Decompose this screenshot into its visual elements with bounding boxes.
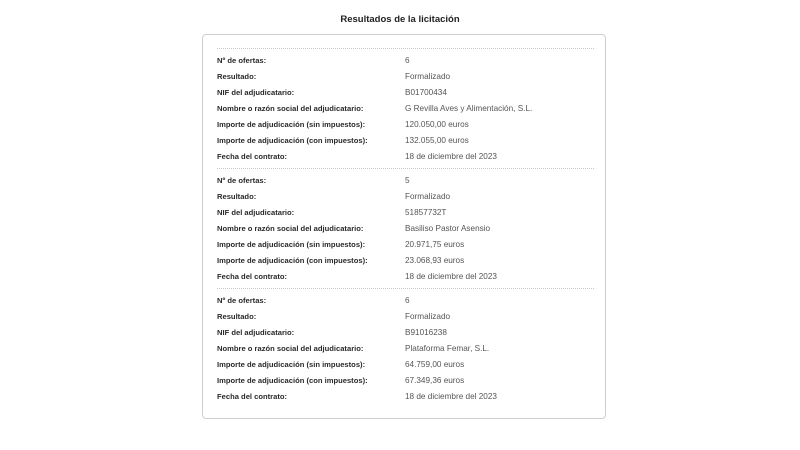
name-label: Nombre o razón social del adjudicatario: xyxy=(217,343,364,353)
amount-tax-value: 67.349,36 euros xyxy=(405,375,465,385)
nif-value: 51857732T xyxy=(405,207,447,217)
date-row xyxy=(217,388,594,404)
amount-no-tax-label: Importe de adjudicación (sin impuestos): xyxy=(217,359,366,369)
date-label: Fecha del contrato: xyxy=(217,271,288,281)
name-value: Plataforma Femar, S.L. xyxy=(405,343,490,353)
result-block xyxy=(217,168,594,288)
results-list xyxy=(217,48,594,408)
result-block xyxy=(217,288,594,408)
result-label: Resultado: xyxy=(217,191,257,201)
name-row xyxy=(217,100,594,116)
date-value: 18 de diciembre del 2023 xyxy=(405,151,497,161)
name-row xyxy=(217,220,594,236)
amount-no-tax-row xyxy=(217,116,594,132)
nif-row xyxy=(217,324,594,340)
name-row xyxy=(217,340,594,356)
result-value: Formalizado xyxy=(405,191,451,201)
amount-no-tax-row xyxy=(217,356,594,372)
date-row xyxy=(217,148,594,164)
result-row xyxy=(217,308,594,324)
nif-label: NIF del adjudicatario: xyxy=(217,87,295,97)
amount-no-tax-label: Importe de adjudicación (sin impuestos): xyxy=(217,119,366,129)
amount-tax-row xyxy=(217,132,594,148)
date-value: 18 de diciembre del 2023 xyxy=(405,271,497,281)
result-block xyxy=(217,48,594,168)
date-label: Fecha del contrato: xyxy=(217,391,288,401)
offers-value: 5 xyxy=(405,175,410,185)
nif-row xyxy=(217,204,594,220)
offers-label: Nº de ofertas: xyxy=(217,175,267,185)
amount-no-tax-label: Importe de adjudicación (sin impuestos): xyxy=(217,239,366,249)
name-value: G Revilla Aves y Alimentación, S.L. xyxy=(405,103,533,113)
offers-value: 6 xyxy=(405,55,410,65)
name-label: Nombre o razón social del adjudicatario: xyxy=(217,223,364,233)
results-card xyxy=(202,34,606,419)
offers-label: Nº de ofertas: xyxy=(217,295,267,305)
nif-value: B01700434 xyxy=(405,87,447,97)
amount-no-tax-value: 20.971,75 euros xyxy=(405,239,465,249)
name-label: Nombre o razón social del adjudicatario: xyxy=(217,103,364,113)
amount-no-tax-value: 64.759,00 euros xyxy=(405,359,465,369)
amount-tax-label: Importe de adjudicación (con impuestos): xyxy=(217,375,368,385)
result-value: Formalizado xyxy=(405,311,451,321)
date-label: Fecha del contrato: xyxy=(217,151,288,161)
nif-label: NIF del adjudicatario: xyxy=(217,327,295,337)
amount-tax-value: 23.068,93 euros xyxy=(405,255,465,265)
amount-tax-label: Importe de adjudicación (con impuestos): xyxy=(217,135,368,145)
amount-no-tax-value: 120.050,00 euros xyxy=(405,119,469,129)
result-row xyxy=(217,188,594,204)
offers-row xyxy=(217,52,594,68)
date-value: 18 de diciembre del 2023 xyxy=(405,391,497,401)
amount-no-tax-row xyxy=(217,236,594,252)
result-label: Resultado: xyxy=(217,311,257,321)
amount-tax-value: 132.055,00 euros xyxy=(405,135,469,145)
amount-tax-label: Importe de adjudicación (con impuestos): xyxy=(217,255,368,265)
result-row xyxy=(217,68,594,84)
result-value: Formalizado xyxy=(405,71,451,81)
nif-label: NIF del adjudicatario: xyxy=(217,207,295,217)
name-value: Basiliso Pastor Asensio xyxy=(405,223,491,233)
nif-row xyxy=(217,84,594,100)
amount-tax-row xyxy=(217,372,594,388)
offers-value: 6 xyxy=(405,295,410,305)
offers-row xyxy=(217,172,594,188)
offers-label: Nº de ofertas: xyxy=(217,55,267,65)
date-row xyxy=(217,268,594,284)
page-title: Resultados de la licitación xyxy=(340,14,460,25)
nif-value: B91016238 xyxy=(405,327,447,337)
amount-tax-row xyxy=(217,252,594,268)
offers-row xyxy=(217,292,594,308)
result-label: Resultado: xyxy=(217,71,257,81)
